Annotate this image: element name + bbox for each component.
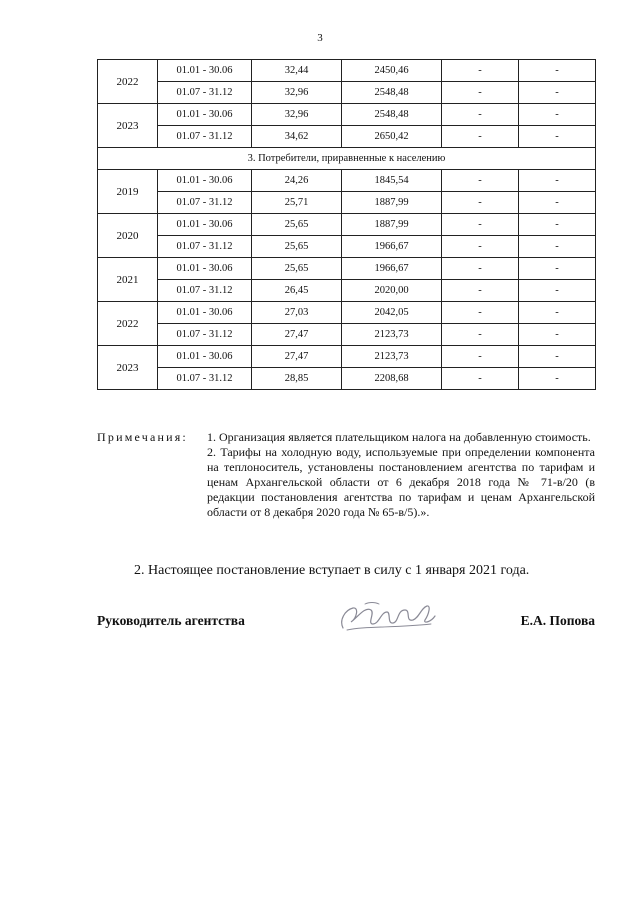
table-row [98,302,596,324]
value1-cell: 24,26 [252,170,342,192]
note-item-1: 1. Организация является плательщиком налога на добавленную стоимость. [207,430,591,444]
period-cell: 01.07 - 31.12 [158,192,252,214]
notes-body [207,430,595,520]
value2-cell: 1887,99 [342,192,442,214]
value3-cell: - [442,324,519,346]
value2-cell: 1845,54 [342,170,442,192]
value1-cell: 32,96 [252,104,342,126]
value2-cell: 2042,05 [342,302,442,324]
value3-cell: - [442,192,519,214]
table-section-row [98,148,596,170]
value4-cell: - [519,192,596,214]
value1-cell: 27,03 [252,302,342,324]
period-cell: 01.01 - 30.06 [158,104,252,126]
value1-cell: 34,62 [252,126,342,148]
value3-cell: - [442,104,519,126]
tariff-table-body [98,60,596,390]
value3-cell: - [442,82,519,104]
notes [97,430,595,520]
year-cell: 2019 [98,170,158,214]
value2-cell: 2208,68 [342,368,442,390]
period-cell: 01.07 - 31.12 [158,82,252,104]
value3-cell: - [442,214,519,236]
value1-cell: 25,65 [252,236,342,258]
value3-cell: - [442,170,519,192]
value4-cell: - [519,346,596,368]
value3-cell: - [442,258,519,280]
value4-cell: - [519,104,596,126]
value2-cell: 2020,00 [342,280,442,302]
value1-cell: 32,96 [252,82,342,104]
year-cell: 2021 [98,258,158,302]
value4-cell: - [519,82,596,104]
value3-cell: - [442,368,519,390]
table-row [98,82,596,104]
value4-cell: - [519,302,596,324]
effective-date-paragraph: 2. Настоящее постановление вступает в силу с 1 января 2021 года. [134,563,530,578]
year-cell: 2020 [98,214,158,258]
year-cell: 2023 [98,104,158,148]
period-cell: 01.07 - 31.12 [158,324,252,346]
period-cell: 01.01 - 30.06 [158,60,252,82]
value1-cell: 28,85 [252,368,342,390]
period-cell: 01.01 - 30.06 [158,214,252,236]
value2-cell: 1966,67 [342,258,442,280]
value2-cell: 2650,42 [342,126,442,148]
page-number: 3 [317,32,323,44]
value3-cell: - [442,236,519,258]
table-row [98,258,596,280]
table-row [98,192,596,214]
value3-cell: - [442,346,519,368]
period-cell: 01.07 - 31.12 [158,280,252,302]
value1-cell: 27,47 [252,324,342,346]
value2-cell: 2123,73 [342,346,442,368]
notes-label: Примечания: [97,430,188,444]
value3-cell: - [442,60,519,82]
table-row [98,214,596,236]
table-row [98,170,596,192]
table-row [98,126,596,148]
value1-cell: 26,45 [252,280,342,302]
year-cell: 2022 [98,302,158,346]
value4-cell: - [519,368,596,390]
value3-cell: - [442,126,519,148]
period-cell: 01.01 - 30.06 [158,170,252,192]
period-cell: 01.07 - 31.12 [158,126,252,148]
value4-cell: - [519,280,596,302]
signatory-name: Е.А. Попова [520,613,595,628]
table-row [98,236,596,258]
value2-cell: 2548,48 [342,82,442,104]
value1-cell: 25,65 [252,258,342,280]
value4-cell: - [519,60,596,82]
period-cell: 01.01 - 30.06 [158,258,252,280]
value1-cell: 25,65 [252,214,342,236]
value4-cell: - [519,258,596,280]
value2-cell: 2450,46 [342,60,442,82]
table-row [98,346,596,368]
handwritten-signature [335,598,445,636]
table-row [98,104,596,126]
value4-cell: - [519,324,596,346]
value4-cell: - [519,170,596,192]
table-row [98,60,596,82]
period-cell: 01.01 - 30.06 [158,302,252,324]
year-cell: 2022 [98,60,158,104]
period-cell: 01.07 - 31.12 [158,368,252,390]
table-row [98,324,596,346]
value4-cell: - [519,214,596,236]
value4-cell: - [519,126,596,148]
value2-cell: 1887,99 [342,214,442,236]
period-cell: 01.07 - 31.12 [158,236,252,258]
tariff-table [97,59,596,390]
year-cell: 2023 [98,346,158,390]
table-row [98,368,596,390]
value3-cell: - [442,280,519,302]
value1-cell: 27,47 [252,346,342,368]
value4-cell: - [519,236,596,258]
value2-cell: 1966,67 [342,236,442,258]
note-item-2: 2. Тарифы на холодную воду, используемые при определении компонента на теплоноситель, установлены постановлением агентства по тарифам и ценам Архангельской области от 6 декабря 2018 года № 71-в/20 (в редакции постановления агентства по тарифам и ценам Архангельской области от 8 декабря 2020 года № 65-в/5).». [207,445,595,519]
period-cell: 01.01 - 30.06 [158,346,252,368]
value1-cell: 25,71 [252,192,342,214]
table-row [98,280,596,302]
signatory-role: Руководитель агентства [97,613,245,628]
value1-cell: 32,44 [252,60,342,82]
value2-cell: 2548,48 [342,104,442,126]
section-heading: 3. Потребители, приравненные к населению [98,148,596,170]
value3-cell: - [442,302,519,324]
value2-cell: 2123,73 [342,324,442,346]
